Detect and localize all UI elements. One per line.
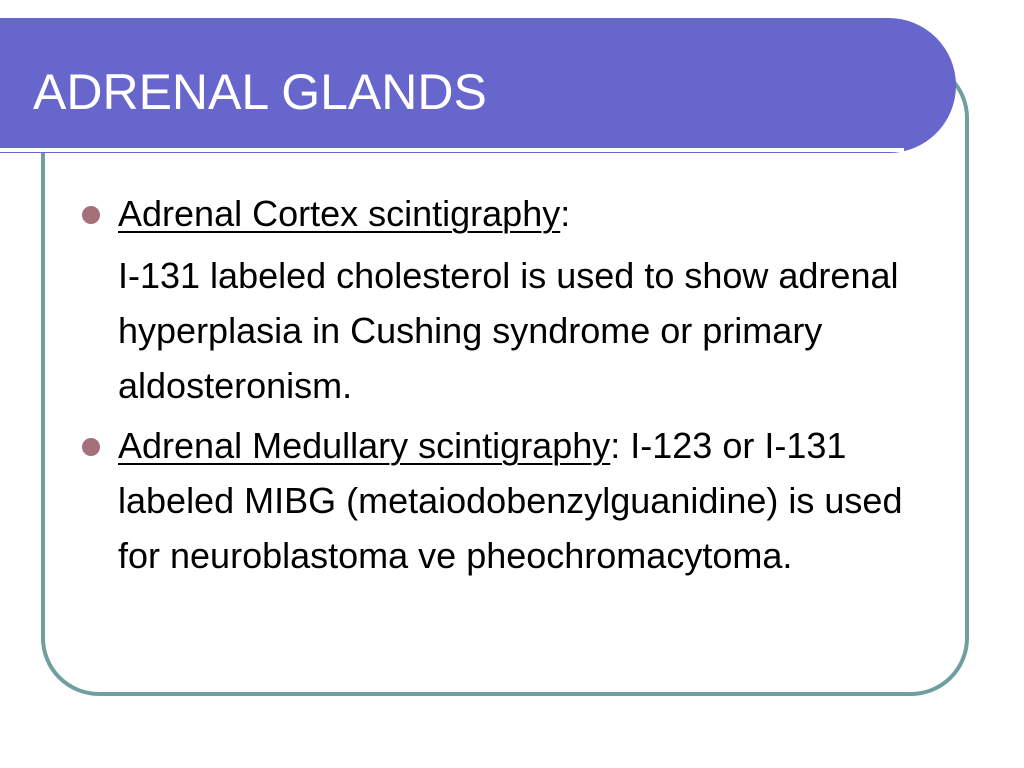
slide-title: ADRENAL GLANDS [33,64,487,120]
bullet-heading-adrenal-cortex: Adrenal Cortex scintigraphy [118,193,561,234]
bullet-trailing-text: I-123 or I-131 labeled MIBG (metaiodobenzylguanidine) is used for neuroblastoma ve pheochromacytoma. [118,425,903,576]
title-underline-rule [0,148,904,152]
bullet-heading-line [118,186,950,241]
bullet-item-adrenal-cortex [80,186,950,413]
bullet-text-adrenal-medullary [118,418,950,583]
bullet-list [80,186,950,583]
title-bar [0,18,956,153]
bullet-separator: : [610,425,621,466]
bullet-item-adrenal-medullary [80,418,950,583]
bullet-heading-adrenal-medullary: Adrenal Medullary scintigraphy [118,425,611,466]
bullet-separator: : [560,193,571,234]
bullet-dot-icon [82,206,100,224]
bullet-dot-icon [82,438,100,456]
bullet-detail-adrenal-cortex: I-131 labeled cholesterol is used to show adrenal hyperplasia in Cushing syndrome or primary aldosteronism. [118,255,899,406]
